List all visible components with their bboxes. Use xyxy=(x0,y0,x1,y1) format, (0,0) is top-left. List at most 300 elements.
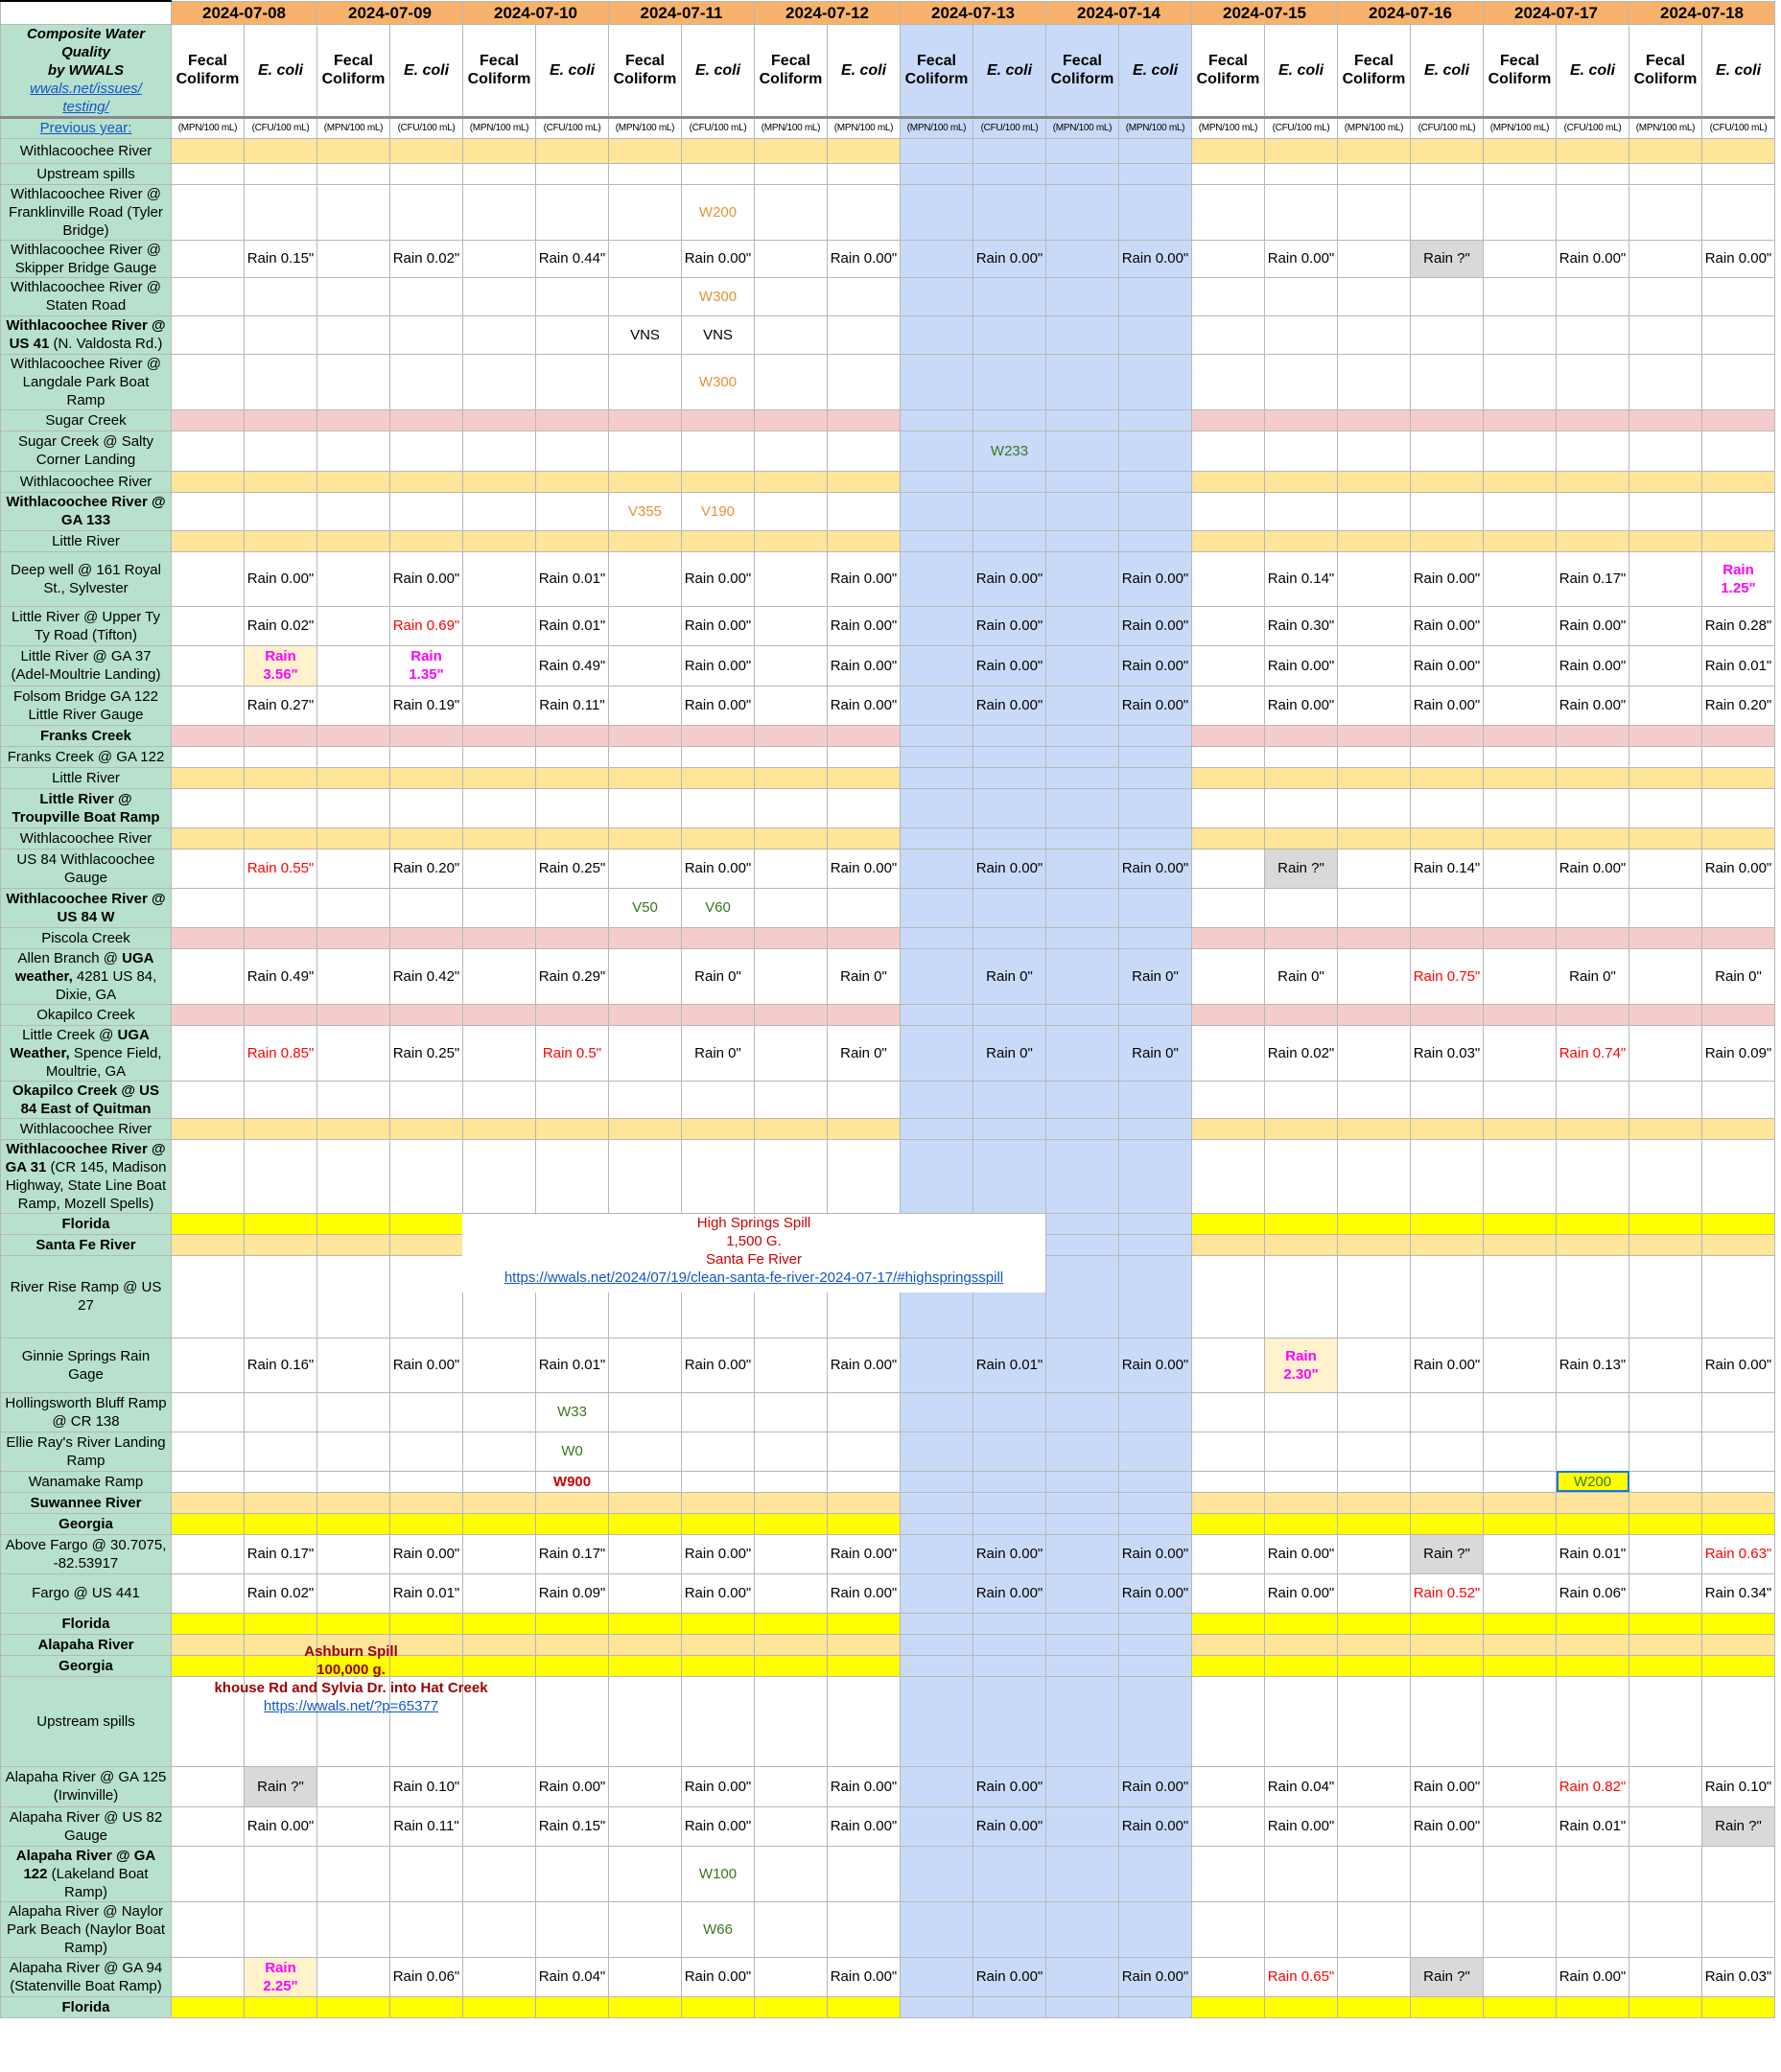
data-cell[interactable]: Rain 0.28" xyxy=(1702,606,1775,645)
empty-cell[interactable] xyxy=(463,746,536,767)
empty-cell[interactable] xyxy=(1411,788,1484,827)
empty-cell[interactable] xyxy=(536,471,609,492)
empty-cell[interactable] xyxy=(1119,888,1192,927)
empty-cell[interactable] xyxy=(682,746,755,767)
empty-cell[interactable] xyxy=(901,1004,973,1025)
data-cell[interactable]: Rain 0.01" xyxy=(390,1573,463,1613)
data-cell[interactable]: Rain 0.00" xyxy=(828,1766,901,1806)
empty-cell[interactable] xyxy=(390,1492,463,1513)
empty-cell[interactable] xyxy=(317,240,390,277)
empty-cell[interactable] xyxy=(1702,471,1775,492)
empty-cell[interactable] xyxy=(1629,1338,1702,1392)
empty-cell[interactable] xyxy=(1046,1213,1119,1234)
empty-cell[interactable] xyxy=(1192,606,1265,645)
empty-cell[interactable] xyxy=(682,1139,755,1213)
empty-cell[interactable] xyxy=(973,1676,1046,1766)
empty-cell[interactable] xyxy=(317,645,390,686)
empty-cell[interactable] xyxy=(901,606,973,645)
data-cell[interactable]: Rain 1.25" xyxy=(1702,551,1775,606)
empty-cell[interactable] xyxy=(1484,827,1557,849)
empty-cell[interactable] xyxy=(1557,1139,1629,1213)
empty-cell[interactable] xyxy=(1411,1213,1484,1234)
empty-cell[interactable] xyxy=(1629,1957,1702,1996)
empty-cell[interactable] xyxy=(1411,431,1484,471)
empty-cell[interactable] xyxy=(1265,1613,1338,1634)
empty-cell[interactable] xyxy=(1119,1996,1192,2017)
empty-cell[interactable] xyxy=(1411,1004,1484,1025)
empty-cell[interactable] xyxy=(390,1901,463,1957)
empty-cell[interactable] xyxy=(828,1676,901,1766)
empty-cell[interactable] xyxy=(1046,184,1119,240)
empty-cell[interactable] xyxy=(172,849,245,888)
empty-cell[interactable] xyxy=(755,1996,828,2017)
row-label[interactable]: Santa Fe River xyxy=(1,1234,172,1255)
empty-cell[interactable] xyxy=(1046,471,1119,492)
row-label[interactable]: Withlacoochee River xyxy=(1,471,172,492)
empty-cell[interactable] xyxy=(901,725,973,746)
empty-cell[interactable] xyxy=(973,1118,1046,1139)
empty-cell[interactable] xyxy=(1702,1081,1775,1118)
empty-cell[interactable] xyxy=(1557,1432,1629,1471)
empty-cell[interactable] xyxy=(1192,1471,1265,1492)
empty-cell[interactable] xyxy=(755,277,828,315)
empty-cell[interactable] xyxy=(682,1513,755,1534)
empty-cell[interactable] xyxy=(172,1901,245,1957)
empty-cell[interactable] xyxy=(390,767,463,788)
empty-cell[interactable] xyxy=(390,1392,463,1432)
empty-cell[interactable] xyxy=(317,1613,390,1634)
empty-cell[interactable] xyxy=(1702,767,1775,788)
data-cell[interactable]: Rain 0.01" xyxy=(1702,645,1775,686)
data-cell[interactable]: Rain 0.00" xyxy=(1119,686,1192,725)
empty-cell[interactable] xyxy=(317,1213,390,1234)
empty-cell[interactable] xyxy=(245,409,317,431)
data-cell[interactable]: Rain 0.00" xyxy=(973,606,1046,645)
empty-cell[interactable] xyxy=(1046,1234,1119,1255)
empty-cell[interactable] xyxy=(609,1846,682,1901)
row-label[interactable]: Upstream spills xyxy=(1,1676,172,1766)
empty-cell[interactable] xyxy=(1046,948,1119,1004)
empty-cell[interactable] xyxy=(1265,1118,1338,1139)
empty-cell[interactable] xyxy=(1702,1004,1775,1025)
empty-cell[interactable] xyxy=(1046,686,1119,725)
empty-cell[interactable] xyxy=(1265,315,1338,354)
empty-cell[interactable] xyxy=(1046,606,1119,645)
empty-cell[interactable] xyxy=(536,788,609,827)
empty-cell[interactable] xyxy=(317,767,390,788)
empty-cell[interactable] xyxy=(1192,767,1265,788)
empty-cell[interactable] xyxy=(536,927,609,948)
empty-cell[interactable] xyxy=(1629,1676,1702,1766)
empty-cell[interactable] xyxy=(1046,849,1119,888)
date-header[interactable]: 2024-07-12 xyxy=(755,1,901,24)
empty-cell[interactable] xyxy=(245,1471,317,1492)
data-cell[interactable]: Rain 0.00" xyxy=(828,240,901,277)
empty-cell[interactable] xyxy=(901,1676,973,1766)
row-label[interactable] xyxy=(1,1025,172,1081)
empty-cell[interactable] xyxy=(1484,746,1557,767)
empty-cell[interactable] xyxy=(1338,725,1411,746)
empty-cell[interactable] xyxy=(172,551,245,606)
empty-cell[interactable] xyxy=(1484,471,1557,492)
data-cell[interactable]: Rain 0.00" xyxy=(828,1338,901,1392)
empty-cell[interactable] xyxy=(463,1081,536,1118)
empty-cell[interactable] xyxy=(1192,1901,1265,1957)
empty-cell[interactable] xyxy=(172,1613,245,1634)
empty-cell[interactable] xyxy=(828,409,901,431)
empty-cell[interactable] xyxy=(463,1392,536,1432)
empty-cell[interactable] xyxy=(1557,1846,1629,1901)
empty-cell[interactable] xyxy=(755,788,828,827)
empty-cell[interactable] xyxy=(1557,767,1629,788)
empty-cell[interactable] xyxy=(755,1534,828,1573)
empty-cell[interactable] xyxy=(1629,1996,1702,2017)
data-cell[interactable]: Rain 0.00" xyxy=(536,1766,609,1806)
empty-cell[interactable] xyxy=(536,530,609,551)
empty-cell[interactable] xyxy=(1484,1534,1557,1573)
empty-cell[interactable] xyxy=(1411,163,1484,184)
data-cell[interactable]: Rain 0.00" xyxy=(682,686,755,725)
empty-cell[interactable] xyxy=(390,471,463,492)
empty-cell[interactable] xyxy=(463,606,536,645)
empty-cell[interactable] xyxy=(1702,1634,1775,1655)
empty-cell[interactable] xyxy=(1046,927,1119,948)
data-cell[interactable]: W200 xyxy=(1557,1471,1629,1492)
row-label[interactable]: Sugar Creek @ Salty Corner Landing xyxy=(1,431,172,471)
empty-cell[interactable] xyxy=(1557,888,1629,927)
empty-cell[interactable] xyxy=(901,1766,973,1806)
data-cell[interactable]: Rain 0.11" xyxy=(536,686,609,725)
empty-cell[interactable] xyxy=(245,354,317,409)
empty-cell[interactable] xyxy=(1265,184,1338,240)
data-cell[interactable]: Rain 0.16" xyxy=(245,1338,317,1392)
empty-cell[interactable] xyxy=(1629,686,1702,725)
empty-cell[interactable] xyxy=(1411,1996,1484,2017)
empty-cell[interactable] xyxy=(1629,471,1702,492)
empty-cell[interactable] xyxy=(1192,315,1265,354)
empty-cell[interactable] xyxy=(1411,1676,1484,1766)
empty-cell[interactable] xyxy=(536,431,609,471)
empty-cell[interactable] xyxy=(1629,1139,1702,1213)
empty-cell[interactable] xyxy=(1702,1901,1775,1957)
empty-cell[interactable] xyxy=(901,1471,973,1492)
empty-cell[interactable] xyxy=(1484,1655,1557,1676)
empty-cell[interactable] xyxy=(1046,1634,1119,1655)
empty-cell[interactable] xyxy=(390,315,463,354)
empty-cell[interactable] xyxy=(1192,1234,1265,1255)
data-cell[interactable]: Rain 3.56" xyxy=(245,645,317,686)
data-cell[interactable]: Rain 0.14" xyxy=(1411,849,1484,888)
data-cell[interactable]: Rain 0.00" xyxy=(1411,645,1484,686)
data-cell[interactable]: Rain 0.00" xyxy=(828,1806,901,1846)
empty-cell[interactable] xyxy=(1629,315,1702,354)
empty-cell[interactable] xyxy=(609,240,682,277)
row-label[interactable]: Piscola Creek xyxy=(1,927,172,948)
empty-cell[interactable] xyxy=(1338,1255,1411,1338)
empty-cell[interactable] xyxy=(682,431,755,471)
empty-cell[interactable] xyxy=(682,827,755,849)
empty-cell[interactable] xyxy=(1702,184,1775,240)
row-label[interactable]: Withlacoochee River xyxy=(1,827,172,849)
empty-cell[interactable] xyxy=(609,409,682,431)
empty-cell[interactable] xyxy=(609,163,682,184)
empty-cell[interactable] xyxy=(1484,606,1557,645)
empty-cell[interactable] xyxy=(755,492,828,530)
empty-cell[interactable] xyxy=(1046,1492,1119,1513)
data-cell[interactable]: Rain 2.30" xyxy=(1265,1338,1338,1392)
empty-cell[interactable] xyxy=(1411,1081,1484,1118)
empty-cell[interactable] xyxy=(1338,1846,1411,1901)
empty-cell[interactable] xyxy=(1192,277,1265,315)
empty-cell[interactable] xyxy=(609,1613,682,1634)
empty-cell[interactable] xyxy=(1484,277,1557,315)
empty-cell[interactable] xyxy=(1265,788,1338,827)
data-cell[interactable]: Rain 0.00" xyxy=(1411,551,1484,606)
empty-cell[interactable] xyxy=(682,1471,755,1492)
data-cell[interactable]: Rain 0.00" xyxy=(1265,645,1338,686)
empty-cell[interactable] xyxy=(463,1471,536,1492)
data-cell[interactable]: Rain 0.00" xyxy=(682,551,755,606)
empty-cell[interactable] xyxy=(536,1613,609,1634)
data-cell[interactable]: Rain 0" xyxy=(682,1025,755,1081)
empty-cell[interactable] xyxy=(828,1139,901,1213)
empty-cell[interactable] xyxy=(1411,492,1484,530)
empty-cell[interactable] xyxy=(317,948,390,1004)
empty-cell[interactable] xyxy=(1702,492,1775,530)
empty-cell[interactable] xyxy=(1557,1655,1629,1676)
date-header[interactable]: 2024-07-16 xyxy=(1338,1,1484,24)
empty-cell[interactable] xyxy=(755,1392,828,1432)
empty-cell[interactable] xyxy=(1119,315,1192,354)
empty-cell[interactable] xyxy=(1411,1118,1484,1139)
empty-cell[interactable] xyxy=(1484,888,1557,927)
row-label[interactable] xyxy=(1,948,172,1004)
row-label[interactable]: Wanamake Ramp xyxy=(1,1471,172,1492)
empty-cell[interactable] xyxy=(1046,1471,1119,1492)
empty-cell[interactable] xyxy=(1046,1846,1119,1901)
row-label[interactable] xyxy=(1,888,172,927)
empty-cell[interactable] xyxy=(1484,240,1557,277)
empty-cell[interactable] xyxy=(1484,1766,1557,1806)
empty-cell[interactable] xyxy=(609,1996,682,2017)
empty-cell[interactable] xyxy=(463,1806,536,1846)
data-cell[interactable]: W900 xyxy=(536,1471,609,1492)
empty-cell[interactable] xyxy=(1338,492,1411,530)
empty-cell[interactable] xyxy=(973,1996,1046,2017)
empty-cell[interactable] xyxy=(317,1957,390,1996)
data-cell[interactable]: Rain 0.00" xyxy=(682,606,755,645)
empty-cell[interactable] xyxy=(536,184,609,240)
empty-cell[interactable] xyxy=(1629,138,1702,163)
empty-cell[interactable] xyxy=(1629,530,1702,551)
empty-cell[interactable] xyxy=(1557,1492,1629,1513)
empty-cell[interactable] xyxy=(755,725,828,746)
empty-cell[interactable] xyxy=(609,1025,682,1081)
empty-cell[interactable] xyxy=(1192,1573,1265,1613)
empty-cell[interactable] xyxy=(463,354,536,409)
empty-cell[interactable] xyxy=(973,277,1046,315)
empty-cell[interactable] xyxy=(1702,1513,1775,1534)
row-label[interactable]: Sugar Creek xyxy=(1,409,172,431)
empty-cell[interactable] xyxy=(901,1655,973,1676)
data-cell[interactable]: Rain 0.00" xyxy=(828,1573,901,1613)
empty-cell[interactable] xyxy=(1629,163,1702,184)
empty-cell[interactable] xyxy=(1484,1806,1557,1846)
empty-cell[interactable] xyxy=(1629,1655,1702,1676)
empty-cell[interactable] xyxy=(317,1255,390,1338)
data-cell[interactable]: Rain 0.00" xyxy=(973,1534,1046,1573)
empty-cell[interactable] xyxy=(828,431,901,471)
empty-cell[interactable] xyxy=(463,530,536,551)
empty-cell[interactable] xyxy=(1265,431,1338,471)
row-label[interactable] xyxy=(1,788,172,827)
empty-cell[interactable] xyxy=(390,1118,463,1139)
data-cell[interactable]: Rain 0.00" xyxy=(1557,849,1629,888)
empty-cell[interactable] xyxy=(1557,315,1629,354)
empty-cell[interactable] xyxy=(901,686,973,725)
empty-cell[interactable] xyxy=(1484,1573,1557,1613)
empty-cell[interactable] xyxy=(463,948,536,1004)
empty-cell[interactable] xyxy=(755,1338,828,1392)
data-cell[interactable]: Rain 0.01" xyxy=(536,551,609,606)
empty-cell[interactable] xyxy=(1484,1255,1557,1338)
empty-cell[interactable] xyxy=(1192,163,1265,184)
row-label[interactable]: Folsom Bridge GA 122 Little River Gauge xyxy=(1,686,172,725)
row-label[interactable]: Okapilco Creek xyxy=(1,1004,172,1025)
empty-cell[interactable] xyxy=(172,431,245,471)
empty-cell[interactable] xyxy=(536,725,609,746)
empty-cell[interactable] xyxy=(1265,163,1338,184)
empty-cell[interactable] xyxy=(463,409,536,431)
empty-cell[interactable] xyxy=(755,1432,828,1471)
row-label[interactable]: Alapaha River @ GA 94 (Statenville Boat Ramp) xyxy=(1,1957,172,1996)
empty-cell[interactable] xyxy=(390,1471,463,1492)
empty-cell[interactable] xyxy=(828,1513,901,1534)
empty-cell[interactable] xyxy=(536,277,609,315)
empty-cell[interactable] xyxy=(172,725,245,746)
empty-cell[interactable] xyxy=(1338,409,1411,431)
empty-cell[interactable] xyxy=(1265,492,1338,530)
empty-cell[interactable] xyxy=(172,1081,245,1118)
empty-cell[interactable] xyxy=(1192,1613,1265,1634)
data-cell[interactable]: Rain 0.00" xyxy=(1119,1573,1192,1613)
data-cell[interactable]: Rain 0.00" xyxy=(1265,1806,1338,1846)
empty-cell[interactable] xyxy=(536,315,609,354)
row-label[interactable]: Ellie Ray's River Landing Ramp xyxy=(1,1432,172,1471)
data-cell[interactable]: Rain 0.17" xyxy=(245,1534,317,1573)
empty-cell[interactable] xyxy=(390,409,463,431)
empty-cell[interactable] xyxy=(1119,788,1192,827)
empty-cell[interactable] xyxy=(1411,1901,1484,1957)
empty-cell[interactable] xyxy=(390,277,463,315)
empty-cell[interactable] xyxy=(390,1432,463,1471)
empty-cell[interactable] xyxy=(901,409,973,431)
data-cell[interactable]: Rain ?" xyxy=(1702,1806,1775,1846)
data-cell[interactable]: Rain 0.52" xyxy=(1411,1573,1484,1613)
data-cell[interactable]: Rain ?" xyxy=(1411,240,1484,277)
row-label[interactable]: Suwannee River xyxy=(1,1492,172,1513)
empty-cell[interactable] xyxy=(1557,1004,1629,1025)
data-cell[interactable]: V50 xyxy=(609,888,682,927)
empty-cell[interactable] xyxy=(172,163,245,184)
data-cell[interactable]: Rain 0.25" xyxy=(536,849,609,888)
row-label[interactable]: Withlacoochee River @ Franklinville Road (Tyler Bridge) xyxy=(1,184,172,240)
empty-cell[interactable] xyxy=(1557,725,1629,746)
empty-cell[interactable] xyxy=(901,1957,973,1996)
data-cell[interactable]: Rain 0.00" xyxy=(828,1957,901,1996)
empty-cell[interactable] xyxy=(609,849,682,888)
data-cell[interactable]: W66 xyxy=(682,1901,755,1957)
data-cell[interactable]: Rain 0.00" xyxy=(828,849,901,888)
empty-cell[interactable] xyxy=(317,606,390,645)
empty-cell[interactable] xyxy=(317,1901,390,1957)
empty-cell[interactable] xyxy=(682,1613,755,1634)
data-cell[interactable]: Rain 0.00" xyxy=(682,645,755,686)
empty-cell[interactable] xyxy=(1411,1255,1484,1338)
empty-cell[interactable] xyxy=(755,138,828,163)
data-cell[interactable]: Rain 0.34" xyxy=(1702,1573,1775,1613)
empty-cell[interactable] xyxy=(901,767,973,788)
empty-cell[interactable] xyxy=(1046,530,1119,551)
empty-cell[interactable] xyxy=(463,492,536,530)
empty-cell[interactable] xyxy=(609,1432,682,1471)
empty-cell[interactable] xyxy=(1629,1806,1702,1846)
empty-cell[interactable] xyxy=(1484,138,1557,163)
empty-cell[interactable] xyxy=(1192,1806,1265,1846)
empty-cell[interactable] xyxy=(1338,1213,1411,1234)
data-cell[interactable]: Rain 0.00" xyxy=(1265,1534,1338,1573)
empty-cell[interactable] xyxy=(1046,645,1119,686)
empty-cell[interactable] xyxy=(245,471,317,492)
empty-cell[interactable] xyxy=(1702,1846,1775,1901)
empty-cell[interactable] xyxy=(755,1806,828,1846)
empty-cell[interactable] xyxy=(1192,471,1265,492)
empty-cell[interactable] xyxy=(1484,492,1557,530)
empty-cell[interactable] xyxy=(755,1613,828,1634)
empty-cell[interactable] xyxy=(1629,888,1702,927)
empty-cell[interactable] xyxy=(1192,492,1265,530)
empty-cell[interactable] xyxy=(1338,888,1411,927)
empty-cell[interactable] xyxy=(1046,551,1119,606)
empty-cell[interactable] xyxy=(1411,1234,1484,1255)
empty-cell[interactable] xyxy=(609,354,682,409)
data-cell[interactable]: Rain 0.02" xyxy=(245,1573,317,1613)
empty-cell[interactable] xyxy=(973,888,1046,927)
empty-cell[interactable] xyxy=(682,767,755,788)
empty-cell[interactable] xyxy=(463,240,536,277)
empty-cell[interactable] xyxy=(172,645,245,686)
data-cell[interactable]: Rain 0.00" xyxy=(1557,240,1629,277)
empty-cell[interactable] xyxy=(755,888,828,927)
data-cell[interactable]: Rain 0.55" xyxy=(245,849,317,888)
empty-cell[interactable] xyxy=(463,725,536,746)
data-cell[interactable]: Rain 0.15" xyxy=(245,240,317,277)
empty-cell[interactable] xyxy=(901,888,973,927)
empty-cell[interactable] xyxy=(901,827,973,849)
empty-cell[interactable] xyxy=(1265,767,1338,788)
empty-cell[interactable] xyxy=(536,409,609,431)
empty-cell[interactable] xyxy=(1629,277,1702,315)
empty-cell[interactable] xyxy=(1338,240,1411,277)
empty-cell[interactable] xyxy=(1265,725,1338,746)
empty-cell[interactable] xyxy=(390,431,463,471)
empty-cell[interactable] xyxy=(755,1025,828,1081)
data-cell[interactable]: Rain 0.11" xyxy=(390,1806,463,1846)
data-cell[interactable]: Rain 0.00" xyxy=(828,606,901,645)
empty-cell[interactable] xyxy=(1484,1901,1557,1957)
empty-cell[interactable] xyxy=(1557,1901,1629,1957)
empty-cell[interactable] xyxy=(245,1996,317,2017)
